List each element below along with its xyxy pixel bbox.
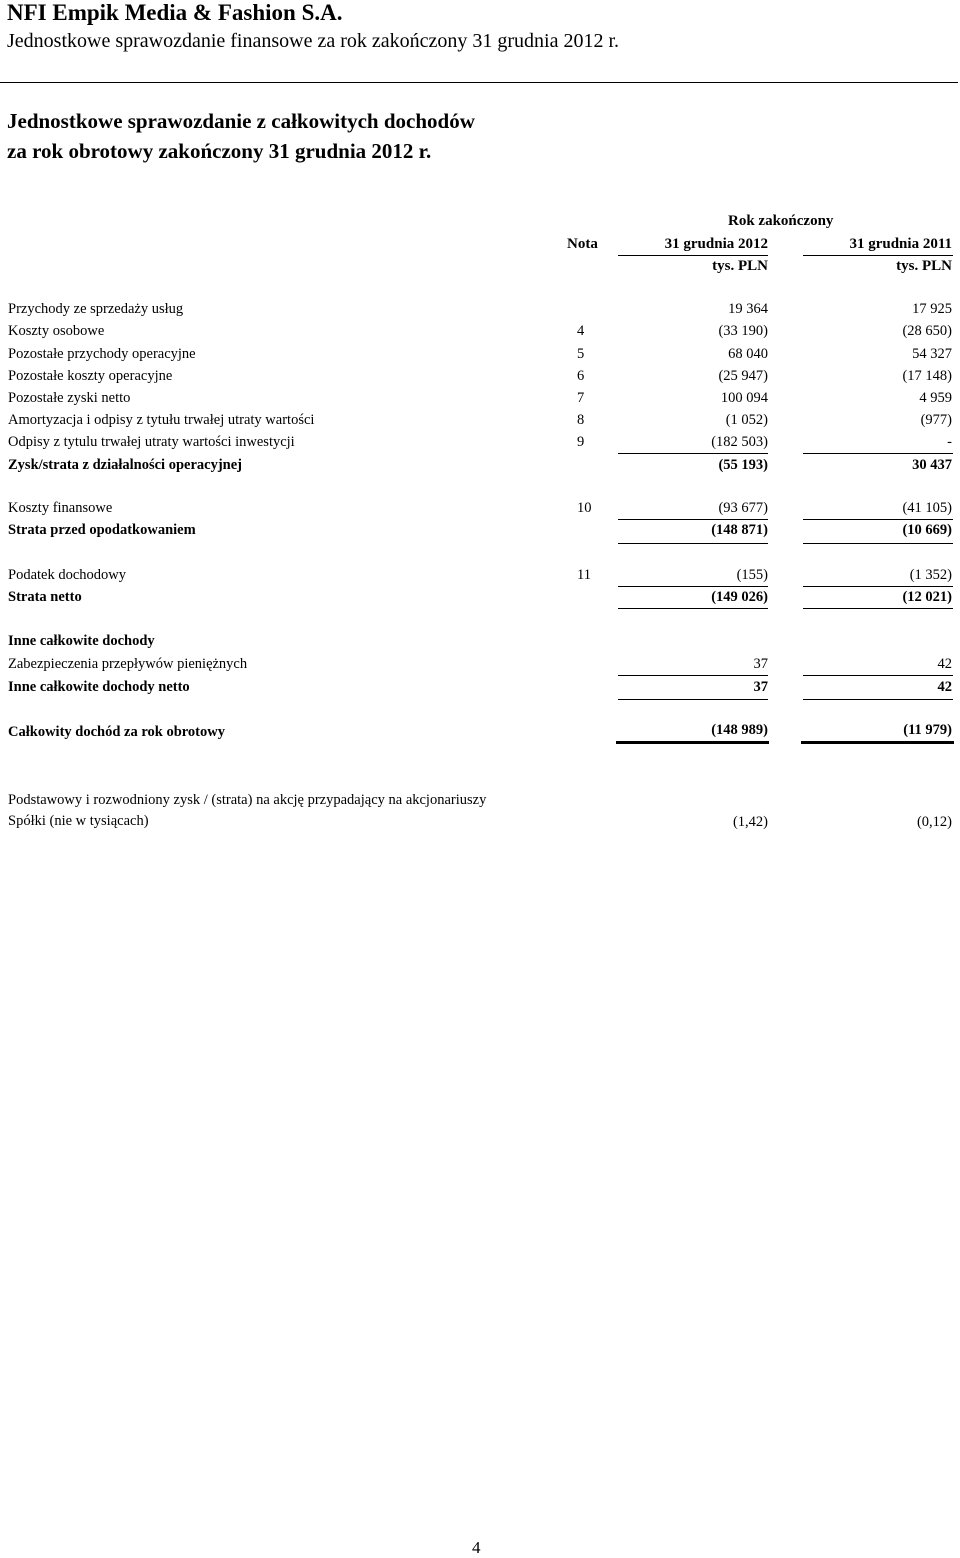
row-value-2012: (148 871) [711, 522, 768, 538]
statement-title-line2: za rok obrotowy zakończony 31 grudnia 2012 r. [7, 139, 432, 163]
table-row [0, 345, 960, 365]
subtotal-underline [803, 586, 953, 587]
table-row-subtotal [0, 678, 960, 698]
subtotal-underline [803, 453, 953, 454]
row-nota: 10 [577, 500, 592, 516]
row-label: Odpisy z tytulu trwałej utraty wartości inwestycji [8, 434, 295, 450]
row-value-2012: (1 052) [725, 412, 768, 428]
eps-value-2011: (0,12) [916, 814, 952, 830]
eps-label-line1: Podstawowy i rozwodniony zysk / (strata) na akcję przypadający na akcjonariuszy [8, 792, 487, 808]
row-value-2011: (977) [920, 412, 952, 428]
row-value-2012: 37 [753, 656, 768, 672]
table-row [0, 389, 960, 409]
row-value-2012: 68 040 [728, 346, 768, 362]
subtotal-underline [803, 699, 953, 700]
row-nota: 9 [577, 434, 585, 450]
row-label: Przychody ze sprzedaży usług [8, 301, 184, 317]
subtotal-underline [803, 519, 953, 520]
row-value-2011: (17 148) [902, 368, 952, 384]
nota-column-header: Nota [567, 236, 598, 252]
row-value-2011: (1 352) [909, 567, 952, 583]
subtotal-underline [618, 586, 768, 587]
row-label: Zysk/strata z działalności operacyjnej [8, 457, 242, 473]
row-value-2011: (11 979) [903, 722, 952, 738]
column-header-underline-2011 [803, 255, 953, 256]
table-row [0, 411, 960, 431]
eps-value-2012: (1,42) [732, 814, 768, 830]
column-header-2011: 31 grudnia 2011 [849, 236, 952, 252]
row-label: Pozostałe przychody operacyjne [8, 346, 196, 362]
subtotal-underline [618, 608, 768, 609]
table-row [0, 300, 960, 320]
row-value-2011: (41 105) [902, 500, 952, 516]
header-divider [0, 82, 958, 83]
row-value-2012: 19 364 [728, 301, 768, 317]
row-label: Koszty osobowe [8, 323, 105, 339]
table-row [0, 499, 960, 519]
eps-label [8, 790, 486, 832]
row-value-2011: (12 021) [902, 589, 952, 605]
subtotal-underline [618, 519, 768, 520]
row-value-2011: 42 [937, 679, 952, 695]
row-nota: 8 [577, 412, 585, 428]
subtotal-underline [618, 699, 768, 700]
table-row [0, 433, 960, 453]
column-header-2012: 31 grudnia 2012 [664, 236, 768, 252]
row-label: Całkowity dochód za rok obrotowy [8, 724, 225, 740]
row-label: Pozostałe koszty operacyjne [8, 368, 173, 384]
table-row [0, 655, 960, 675]
row-label: Koszty finansowe [8, 500, 113, 516]
row-nota: 11 [577, 567, 591, 583]
row-value-2012: (33 190) [718, 323, 768, 339]
subtotal-underline [803, 543, 953, 544]
row-value-2011: - [947, 434, 952, 450]
section-heading [0, 632, 960, 652]
subtotal-underline [618, 675, 768, 676]
table-row [0, 367, 960, 387]
report-subtitle: Jednostkowe sprawozdanie finansowe za rok zakończony 31 grudnia 2012 r. [7, 30, 620, 52]
row-label: Inne całkowite dochody netto [8, 679, 190, 695]
column-group-label: Rok zakończony [728, 213, 834, 229]
eps-label-line2: Spółki (nie w tysiącach) [8, 813, 149, 829]
subtotal-underline [618, 543, 768, 544]
table-row [0, 322, 960, 342]
row-value-2012: (182 503) [711, 434, 768, 450]
row-label: Podatek dochodowy [8, 567, 126, 583]
row-value-2012: (149 026) [711, 589, 768, 605]
statement-title-line1: Jednostkowe sprawozdanie z całkowitych dochodów [7, 109, 475, 133]
row-label: Inne całkowite dochody [8, 633, 155, 649]
page-number: 4 [472, 1538, 481, 1557]
row-value-2011: 42 [937, 656, 952, 672]
row-label: Strata netto [8, 589, 82, 605]
row-label: Zabezpieczenia przepływów pieniężnych [8, 656, 248, 672]
column-header-underline-2012 [618, 255, 768, 256]
row-value-2012: (148 989) [711, 722, 768, 738]
row-value-2012: (155) [736, 567, 768, 583]
row-value-2011: 30 437 [912, 457, 952, 473]
subtotal-underline [618, 453, 768, 454]
row-nota: 7 [577, 390, 585, 406]
subtotal-underline [803, 675, 953, 676]
row-value-2012: 100 094 [720, 390, 768, 406]
row-value-2012: 37 [753, 679, 768, 695]
row-label: Pozostałe zyski netto [8, 390, 131, 406]
unit-label-2011: tys. PLN [896, 258, 952, 274]
table-row [0, 566, 960, 586]
row-value-2012: (93 677) [718, 500, 768, 516]
row-value-2011: 17 925 [912, 301, 952, 317]
total-double-underline [801, 741, 954, 744]
total-double-underline [616, 741, 769, 744]
row-label: Amortyzacja i odpisy z tytułu trwałej utraty wartości [8, 412, 315, 428]
company-name: NFI Empik Media & Fashion S.A. [7, 0, 343, 25]
table-row-total [0, 723, 960, 743]
table-row-subtotal [0, 521, 960, 541]
row-value-2012: (25 947) [718, 368, 768, 384]
row-value-2011: (28 650) [902, 323, 952, 339]
table-row-subtotal [0, 456, 960, 476]
row-value-2011: (10 669) [902, 522, 952, 538]
row-value-2011: 54 327 [912, 346, 952, 362]
row-value-2012: (55 193) [718, 457, 768, 473]
row-nota: 4 [577, 323, 585, 339]
row-label: Strata przed opodatkowaniem [8, 522, 196, 538]
unit-label-2012: tys. PLN [712, 258, 768, 274]
table-row-subtotal [0, 588, 960, 608]
row-nota: 6 [577, 368, 585, 384]
row-value-2011: 4 959 [919, 390, 952, 406]
row-nota: 5 [577, 346, 585, 362]
subtotal-underline [803, 608, 953, 609]
